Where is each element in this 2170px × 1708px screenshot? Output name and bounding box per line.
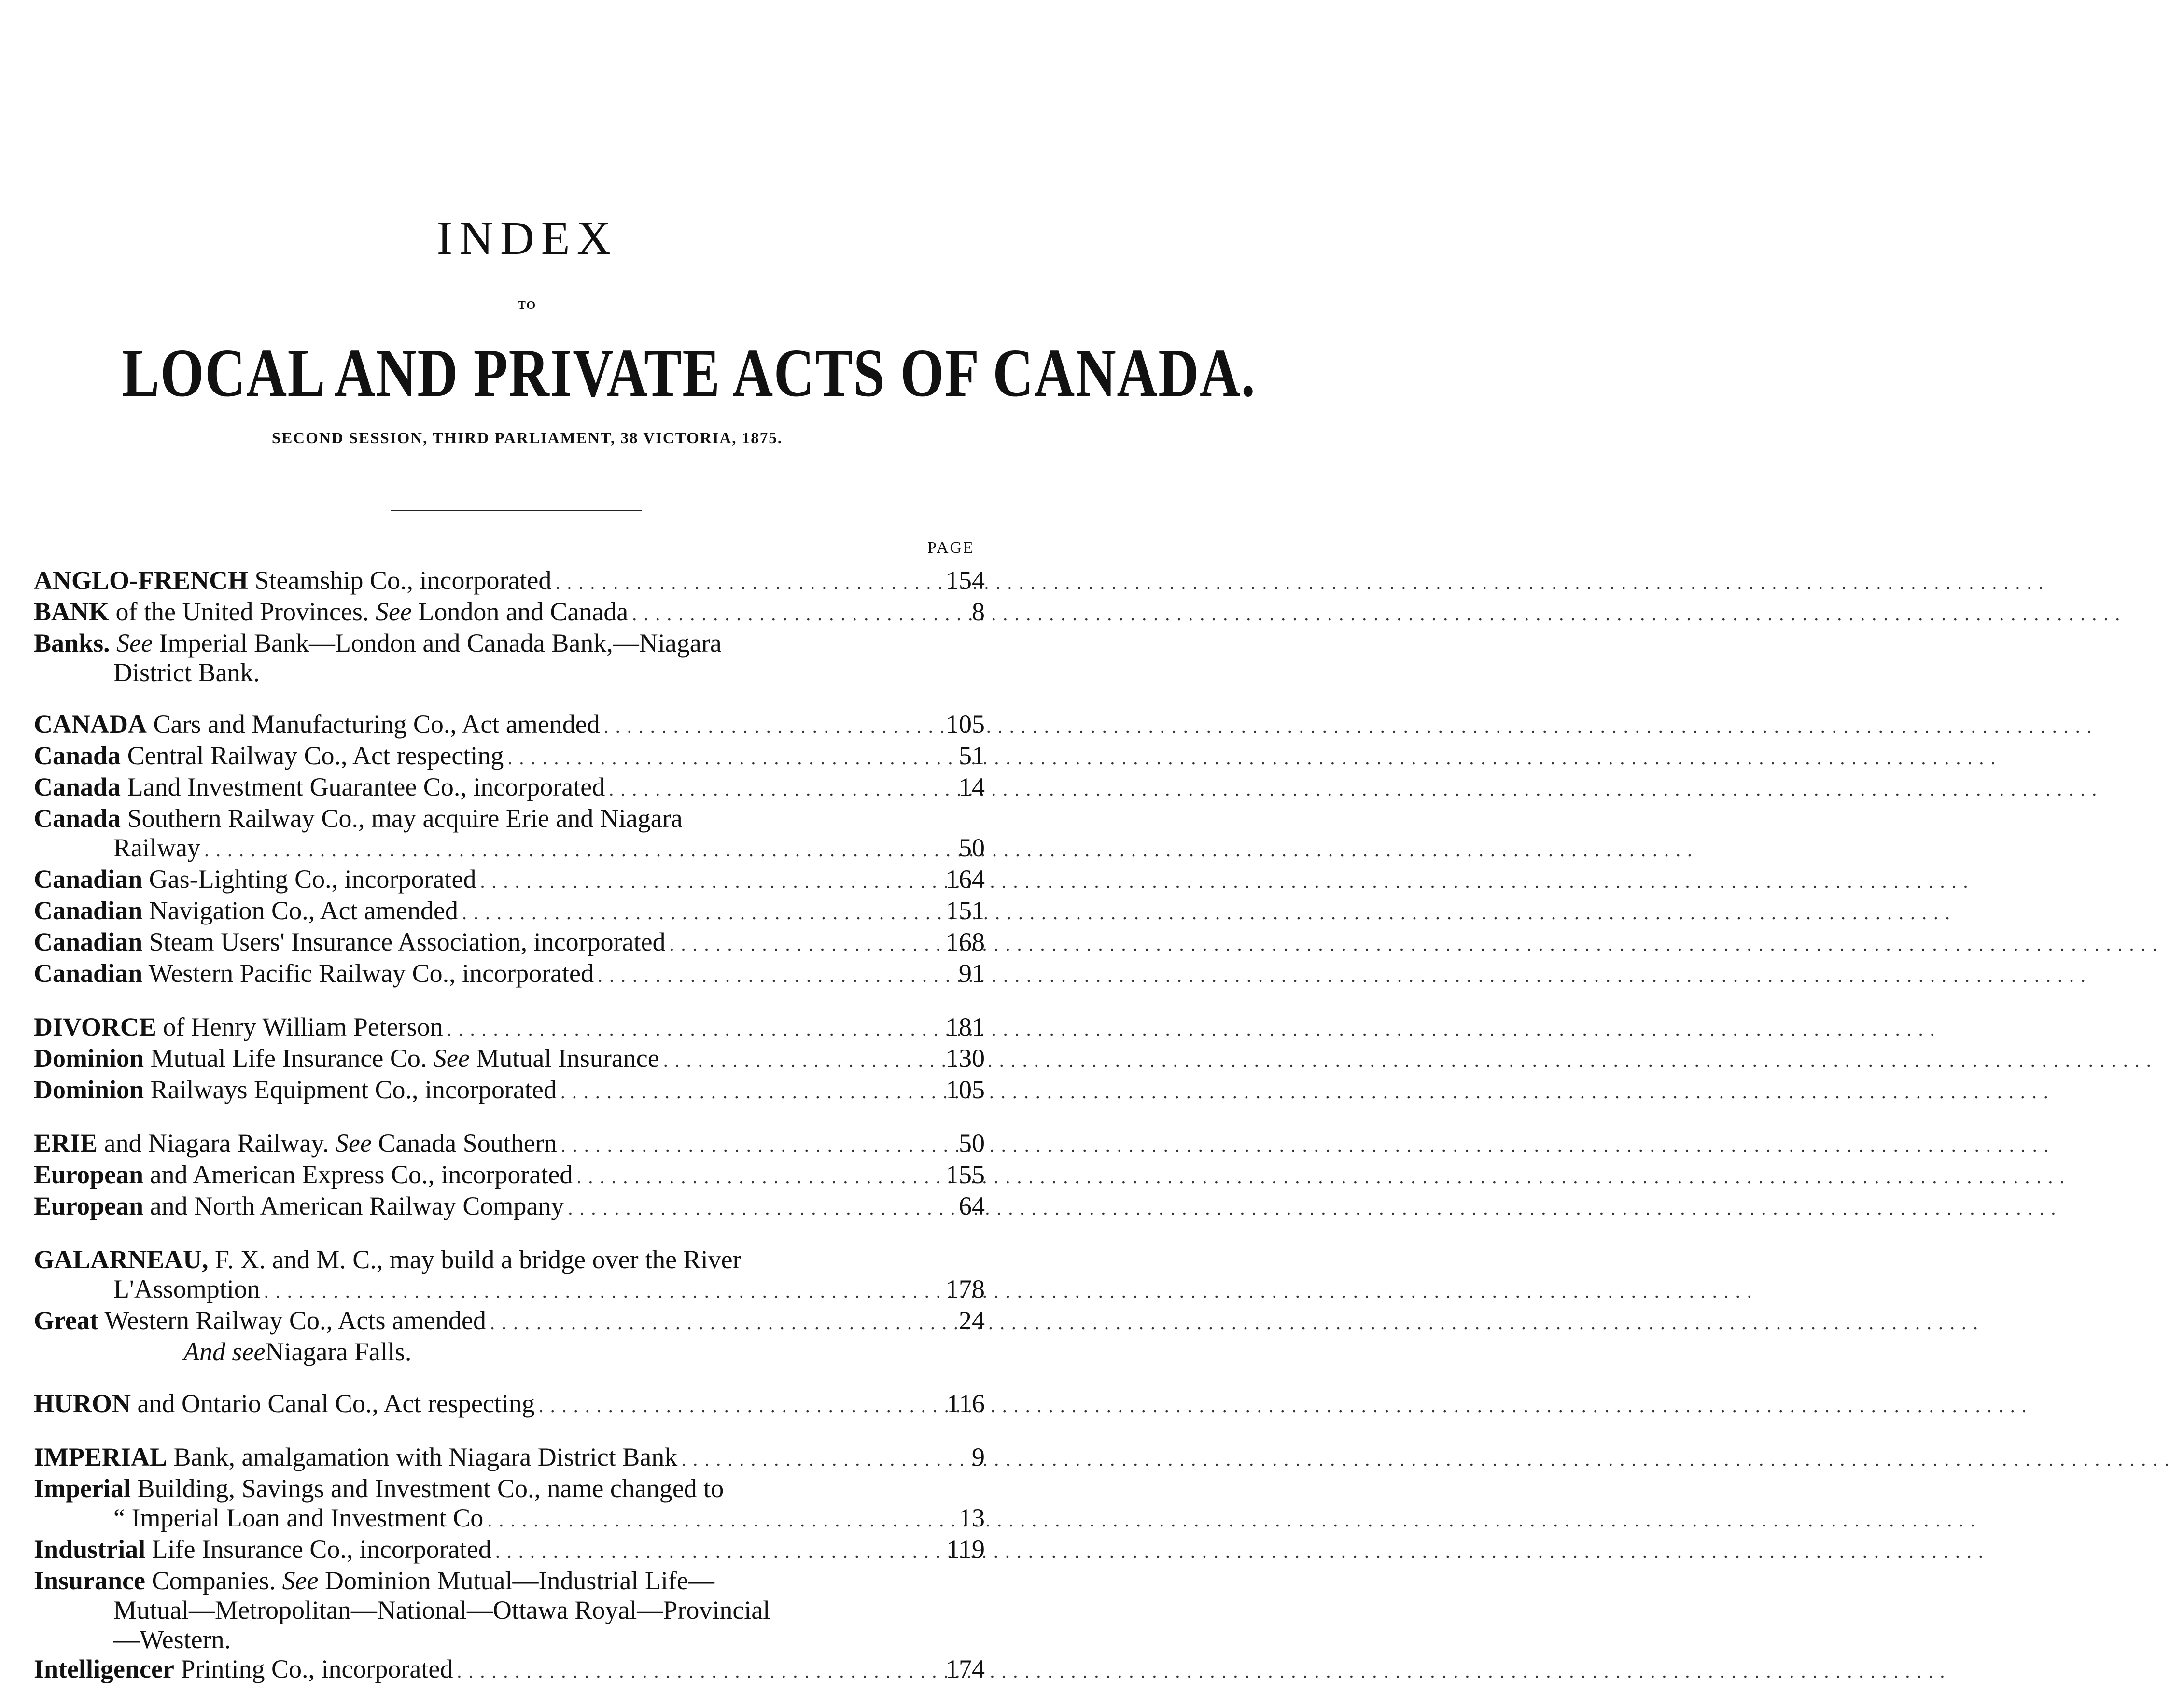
entry-continuation: “ Imperial Loan and Investment Co bbox=[113, 1503, 484, 1532]
entry-line bbox=[34, 896, 994, 927]
index-entry bbox=[34, 566, 994, 597]
index-entry bbox=[34, 629, 994, 687]
entry-line bbox=[34, 1191, 994, 1223]
entry-lead-word: Banks. bbox=[34, 629, 110, 658]
index-entries bbox=[34, 566, 994, 1708]
entry-line bbox=[34, 804, 994, 833]
entry-line bbox=[34, 566, 994, 597]
entry-description: of the United Provinces. bbox=[109, 597, 376, 626]
entry-continuation-line bbox=[34, 658, 994, 687]
entry-lead-word: Canada bbox=[34, 772, 121, 801]
entry-lead-word: Canada bbox=[34, 804, 121, 833]
page-number: 174 bbox=[946, 1654, 985, 1683]
page-number: 168 bbox=[946, 927, 985, 956]
index-entry bbox=[34, 1654, 994, 1686]
dot-leader bbox=[495, 1537, 1984, 1566]
entry-description: Building, Savings and Investment Co., name changed to bbox=[130, 1474, 724, 1503]
entry-continuation-line bbox=[34, 1503, 994, 1535]
dot-leader bbox=[555, 568, 2044, 597]
entry-continuation-line bbox=[34, 1274, 994, 1306]
entry-continuation: Railway bbox=[113, 833, 200, 862]
page-number: 105 bbox=[946, 710, 985, 739]
dot-leader bbox=[462, 898, 1951, 927]
entry-lead-word: Canada bbox=[34, 741, 121, 770]
index-group bbox=[34, 1389, 994, 1420]
page-number: 14 bbox=[959, 772, 985, 801]
entry-lead-word: Imperial bbox=[34, 1474, 131, 1503]
entry-description: Land Investment Guarantee Co., incorporated bbox=[121, 772, 605, 801]
entry-text bbox=[34, 772, 605, 802]
entry-see-also-line bbox=[34, 1337, 994, 1367]
index-group bbox=[34, 1129, 994, 1223]
entry-text bbox=[34, 1535, 491, 1564]
see-reference: See bbox=[375, 597, 412, 626]
index-group bbox=[34, 710, 994, 990]
entry-text bbox=[34, 566, 551, 595]
dot-leader bbox=[598, 961, 2086, 990]
entry-text bbox=[34, 1044, 659, 1073]
entry-text bbox=[34, 804, 683, 833]
entry-text bbox=[34, 865, 476, 894]
page-number: 164 bbox=[946, 865, 985, 894]
entry-line bbox=[34, 1474, 994, 1503]
entry-text bbox=[34, 1129, 557, 1158]
entry-description: of Henry William Peterson bbox=[156, 1012, 443, 1041]
session-subtitle: SECOND SESSION, THIRD PARLIAMENT, 38 VICTORIA, 1875. bbox=[271, 430, 783, 447]
index-entry bbox=[34, 865, 994, 896]
entry-line bbox=[34, 597, 994, 629]
entry-description: Life Insurance Co., incorporated bbox=[145, 1535, 491, 1564]
entry-lead-word: CANADA bbox=[34, 710, 147, 739]
index-group bbox=[34, 1245, 994, 1367]
entry-line bbox=[34, 741, 994, 772]
dot-leader bbox=[447, 1014, 1936, 1044]
dot-leader bbox=[632, 599, 2121, 629]
page-number: 178 bbox=[946, 1274, 985, 1303]
index-entry bbox=[34, 772, 994, 804]
entry-text bbox=[34, 710, 600, 739]
page-number: 155 bbox=[946, 1160, 985, 1189]
index-entry bbox=[34, 1306, 994, 1367]
see-reference: See bbox=[116, 629, 153, 658]
entry-description bbox=[110, 629, 117, 658]
page-number: 154 bbox=[946, 566, 985, 595]
entry-text bbox=[34, 1245, 742, 1274]
page-number: 64 bbox=[959, 1191, 985, 1220]
entry-lead-word: Canadian bbox=[34, 896, 143, 925]
see-reference: See bbox=[335, 1129, 372, 1158]
dot-leader bbox=[539, 1391, 2028, 1420]
entry-description: Western Pacific Railway Co., incorporated bbox=[142, 959, 594, 988]
index-entry bbox=[34, 1442, 994, 1474]
page-number: 50 bbox=[959, 1129, 985, 1158]
entry-lead-word: ANGLO-FRENCH bbox=[34, 566, 248, 595]
entry-continuation: —Western. bbox=[113, 1625, 231, 1654]
entry-text bbox=[34, 1075, 557, 1105]
dot-leader bbox=[609, 774, 2098, 804]
index-entry bbox=[34, 896, 994, 927]
entry-line bbox=[34, 629, 994, 658]
entry-line bbox=[34, 1566, 994, 1596]
index-entry bbox=[34, 804, 994, 865]
page-number: 51 bbox=[959, 741, 985, 770]
entry-text bbox=[34, 1306, 486, 1335]
entry-line bbox=[34, 1012, 994, 1044]
dot-leader bbox=[480, 867, 1969, 896]
see-reference: See bbox=[433, 1044, 470, 1073]
entry-description: Cars and Manufacturing Co., Act amended bbox=[146, 710, 600, 739]
index-entry bbox=[34, 1535, 994, 1566]
entry-lead-word: Insurance bbox=[34, 1566, 146, 1595]
entry-description: Railways Equipment Co., incorporated bbox=[144, 1075, 557, 1104]
entry-continuation-line bbox=[34, 1625, 994, 1654]
entry-description: and North American Railway Company bbox=[143, 1191, 564, 1220]
dot-leader bbox=[576, 1162, 2065, 1191]
page-number: 119 bbox=[947, 1535, 985, 1564]
entry-description: Mutual Life Insurance Co. bbox=[144, 1044, 434, 1073]
entry-text bbox=[34, 959, 594, 988]
entry-description: Navigation Co., Act amended bbox=[142, 896, 458, 925]
entry-lead-word: BANK bbox=[34, 597, 110, 626]
entry-line bbox=[34, 959, 994, 990]
index-to-label: TO bbox=[518, 299, 537, 312]
entry-text bbox=[34, 1654, 453, 1684]
entry-text bbox=[34, 1191, 564, 1221]
dot-leader bbox=[663, 1046, 2152, 1075]
entry-description: Gas-Lighting Co., incorporated bbox=[142, 865, 476, 894]
entry-description: Southern Railway Co., may acquire Erie and Niagara bbox=[121, 804, 683, 833]
see-reference: See bbox=[282, 1566, 319, 1595]
entry-line bbox=[34, 1535, 994, 1566]
entry-description: Central Railway Co., Act respecting bbox=[121, 741, 504, 770]
entry-lead-word: European bbox=[34, 1191, 144, 1220]
page-number: 24 bbox=[959, 1306, 985, 1335]
entry-lead-word: Dominion bbox=[34, 1044, 144, 1073]
dot-leader bbox=[560, 1077, 2049, 1106]
see-target: Mutual Insurance bbox=[469, 1044, 659, 1073]
dot-leader bbox=[487, 1505, 1976, 1535]
see-target: Imperial Bank—London and Canada Bank,—Niagara bbox=[153, 629, 722, 658]
dot-leader bbox=[568, 1193, 2057, 1223]
see-also-reference: And see bbox=[183, 1337, 266, 1366]
entry-line bbox=[34, 1160, 994, 1191]
entry-text bbox=[34, 896, 458, 925]
entry-text bbox=[34, 1442, 677, 1472]
entry-line bbox=[34, 1044, 994, 1075]
entry-lead-word: ERIE bbox=[34, 1129, 98, 1158]
entry-lead-word: Industrial bbox=[34, 1535, 146, 1564]
entry-lead-word: European bbox=[34, 1160, 144, 1189]
entry-description: Steam Users' Insurance Association, incorporated bbox=[142, 927, 666, 956]
index-title: INDEX bbox=[436, 212, 618, 265]
dot-leader bbox=[561, 1131, 2050, 1160]
page-number: 8 bbox=[972, 597, 985, 626]
entry-description: Printing Co., incorporated bbox=[174, 1654, 453, 1683]
main-title: LOCAL AND PRIVATE ACTS OF CANADA. bbox=[122, 335, 1256, 411]
entry-continuation: L'Assomption bbox=[113, 1274, 260, 1303]
index-group bbox=[34, 566, 994, 687]
entry-text bbox=[34, 629, 722, 658]
dot-leader bbox=[507, 743, 1996, 772]
page-number: 130 bbox=[946, 1044, 985, 1073]
entry-line bbox=[34, 865, 994, 896]
entry-line bbox=[34, 1442, 994, 1474]
dot-leader bbox=[604, 712, 2093, 741]
index-group bbox=[34, 1442, 994, 1686]
dot-leader bbox=[264, 1276, 1753, 1306]
entry-line bbox=[34, 1245, 994, 1274]
page-column-label: PAGE bbox=[927, 539, 975, 557]
dot-leader bbox=[670, 929, 2158, 959]
entry-line bbox=[34, 1654, 994, 1686]
index-entry bbox=[34, 597, 994, 629]
entry-text bbox=[34, 741, 504, 770]
entry-line bbox=[34, 927, 994, 959]
entry-continuation-line bbox=[34, 833, 994, 865]
index-entry bbox=[34, 1566, 994, 1654]
entry-text bbox=[34, 1474, 724, 1503]
entry-lead-word: IMPERIAL bbox=[34, 1442, 168, 1471]
dot-leader bbox=[490, 1308, 1979, 1337]
index-entry bbox=[34, 959, 994, 990]
entry-continuation: District Bank. bbox=[113, 658, 260, 687]
entry-description: and American Express Co., incorporated bbox=[143, 1160, 573, 1189]
entry-line bbox=[34, 772, 994, 804]
entry-text bbox=[34, 1389, 535, 1418]
entry-line bbox=[34, 710, 994, 741]
page-number: 91 bbox=[959, 959, 985, 988]
entry-description: and Ontario Canal Co., Act respecting bbox=[131, 1389, 535, 1418]
page-number: 9 bbox=[972, 1442, 985, 1471]
entry-line bbox=[34, 1075, 994, 1106]
index-entry bbox=[34, 1044, 994, 1075]
page-number: 50 bbox=[959, 833, 985, 862]
see-target: Dominion Mutual—Industrial Life— bbox=[318, 1566, 714, 1595]
entry-line bbox=[34, 1306, 994, 1337]
see-target: Canada Southern bbox=[371, 1129, 557, 1158]
entry-description: Bank, amalgamation with Niagara District Bank bbox=[167, 1442, 678, 1471]
entry-lead-word: HURON bbox=[34, 1389, 131, 1418]
index-entry bbox=[34, 1474, 994, 1535]
entry-continuation-line bbox=[34, 1596, 994, 1625]
entry-lead-word: Canadian bbox=[34, 959, 143, 988]
index-entry bbox=[34, 1129, 994, 1160]
entry-description: Steamship Co., incorporated bbox=[248, 566, 552, 595]
index-entry bbox=[34, 1389, 994, 1420]
entry-text bbox=[34, 1566, 714, 1596]
page-number: 181 bbox=[946, 1012, 985, 1041]
dot-leader bbox=[681, 1444, 2170, 1474]
entry-text bbox=[34, 1160, 573, 1190]
title-divider bbox=[391, 510, 642, 511]
see-target: London and Canada bbox=[411, 597, 629, 626]
entry-description: Western Railway Co., Acts amended bbox=[98, 1306, 486, 1335]
entry-text bbox=[34, 597, 628, 627]
entry-description: F. X. and M. C., may build a bridge over the River bbox=[208, 1245, 742, 1274]
entry-text bbox=[34, 927, 666, 957]
index-entry bbox=[34, 1160, 994, 1191]
entry-lead-word: Dominion bbox=[34, 1075, 144, 1104]
entry-lead-word: Great bbox=[34, 1306, 98, 1335]
page-number: 116 bbox=[947, 1389, 985, 1418]
page-number: 151 bbox=[946, 896, 985, 925]
entry-continuation: Mutual—Metropolitan—National—Ottawa Royal—Provincial bbox=[113, 1596, 770, 1624]
entry-line bbox=[34, 1389, 994, 1420]
index-group bbox=[34, 1012, 994, 1106]
index-entry bbox=[34, 1075, 994, 1106]
entry-lead-word: Canadian bbox=[34, 927, 143, 956]
entry-lead-word: Canadian bbox=[34, 865, 143, 894]
entry-description: and Niagara Railway. bbox=[98, 1129, 336, 1158]
entry-lead-word: DIVORCE bbox=[34, 1012, 156, 1041]
see-also-target: Niagara Falls. bbox=[265, 1337, 412, 1366]
index-entry bbox=[34, 1012, 994, 1044]
index-entry bbox=[34, 710, 994, 741]
dot-leader bbox=[457, 1656, 1946, 1686]
entry-lead-word: Intelligencer bbox=[34, 1654, 174, 1683]
entry-description: Companies. bbox=[145, 1566, 282, 1595]
index-entry bbox=[34, 1191, 994, 1223]
entry-lead-word: GALARNEAU, bbox=[34, 1245, 209, 1274]
entry-line bbox=[34, 1129, 994, 1160]
index-entry bbox=[34, 741, 994, 772]
index-entry bbox=[34, 1245, 994, 1306]
index-entry bbox=[34, 927, 994, 959]
page-number: 13 bbox=[959, 1503, 985, 1532]
entry-text bbox=[34, 1012, 443, 1042]
page-number: 105 bbox=[946, 1075, 985, 1104]
